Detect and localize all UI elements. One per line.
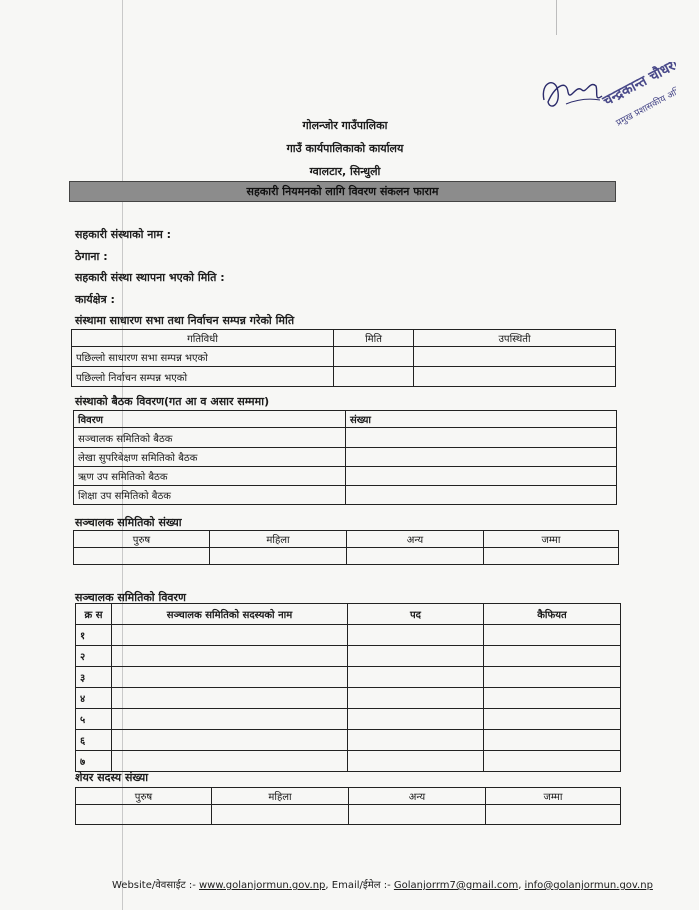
table-cell: ३ (76, 667, 112, 688)
table-cell: पछिल्लो निर्वाचन सम्पन्न भएको (72, 367, 334, 387)
office-address: ग्वालटार, सिन्धुली (309, 165, 381, 178)
section1-table (71, 329, 616, 387)
footer-contact (112, 877, 653, 891)
table-header-cell: जम्मा (486, 788, 621, 805)
table-header-row (74, 531, 619, 548)
table-header-cell: महिला (210, 531, 347, 548)
table-cell[interactable] (76, 805, 212, 825)
footer-separator: , (518, 880, 525, 891)
table-row (72, 367, 616, 387)
table-cell[interactable] (349, 805, 486, 825)
table-cell[interactable] (348, 730, 484, 751)
section5-title: शेयर सदस्य संख्या (75, 771, 149, 784)
table-cell: सञ्चालक समितिको बैठक (74, 428, 346, 448)
field-coop-name: सहकारी संस्थाको नाम : (75, 228, 172, 241)
table-cell: शिक्षा उप समितिको बैठक (74, 486, 346, 505)
section3-title: सञ्चालक समितिको संख्या (75, 516, 182, 529)
office-name: गाउँ कार्यपालिकाको कार्यालय (286, 142, 404, 155)
table-cell[interactable] (112, 688, 348, 709)
table-row (72, 347, 616, 367)
table-cell: ६ (76, 730, 112, 751)
table-header-row (76, 604, 621, 625)
table-cell: ५ (76, 709, 112, 730)
table-header-cell: महिला (212, 788, 349, 805)
table-cell[interactable] (112, 646, 348, 667)
table-row (76, 709, 621, 730)
field-address: ठेगाना : (75, 250, 108, 263)
table-cell[interactable] (348, 667, 484, 688)
table-cell[interactable] (112, 667, 348, 688)
table-row (74, 548, 619, 565)
table-header-cell: क्र स (76, 604, 112, 625)
table-row (76, 625, 621, 646)
table-cell[interactable] (346, 467, 617, 486)
section4-title: सञ्चालक समितिको विवरण (75, 591, 187, 604)
section3-table (73, 530, 619, 565)
table-cell[interactable] (484, 646, 621, 667)
table-header-row (72, 330, 616, 347)
table-row (76, 805, 621, 825)
table-cell: ७ (76, 751, 112, 772)
table-header-row (76, 788, 621, 805)
table-cell[interactable] (346, 448, 617, 467)
field-work-area: कार्यक्षेत्र : (75, 293, 115, 306)
table-cell[interactable] (346, 428, 617, 448)
footer-website-label: Website/वेवसाईट :- (112, 880, 199, 891)
table-row (74, 428, 617, 448)
footer-email-label: , Email/ईमेल :- (325, 880, 394, 891)
stamp-name-text: चन्द्रकान्त चौधरी (600, 62, 676, 110)
table-cell[interactable] (112, 730, 348, 751)
table-cell[interactable] (484, 751, 621, 772)
table-header-cell: विवरण (74, 411, 346, 428)
table-row (76, 667, 621, 688)
table-cell[interactable] (348, 751, 484, 772)
table-cell[interactable] (486, 805, 621, 825)
table-cell: ऋण उप समितिको बैठक (74, 467, 346, 486)
table-cell[interactable] (112, 625, 348, 646)
table-cell[interactable] (346, 486, 617, 505)
table-header-cell: पुरुष (76, 788, 212, 805)
table-header-cell: पुरुष (74, 531, 210, 548)
table-cell[interactable] (484, 667, 621, 688)
table-row (74, 448, 617, 467)
signature-icon (536, 62, 676, 142)
table-row (76, 730, 621, 751)
form-title-banner: सहकारी नियमनको लागि विवरण संकलन फाराम (69, 181, 616, 202)
section5-table (75, 787, 621, 825)
table-row (76, 688, 621, 709)
table-header-cell: अन्य (349, 788, 486, 805)
table-row (74, 467, 617, 486)
table-header-cell: मिति (334, 330, 414, 347)
table-cell[interactable] (74, 548, 210, 565)
table-cell[interactable] (484, 730, 621, 751)
section1-title: संस्थामा साधारण सभा तथा निर्वाचन सम्पन्न गरेको मिति (75, 314, 295, 327)
table-header-cell: संख्या (346, 411, 617, 428)
table-cell[interactable] (212, 805, 349, 825)
section2-table (73, 410, 617, 505)
table-header-cell: जम्मा (484, 531, 619, 548)
table-cell[interactable] (484, 709, 621, 730)
field-established-date: सहकारी संस्था स्थापना भएको मिति : (75, 271, 225, 284)
table-header-cell: कैफियत (484, 604, 621, 625)
table-cell[interactable] (112, 751, 348, 772)
table-cell: लेखा सुपरिबेक्षण समितिको बैठक (74, 448, 346, 467)
table-cell: १ (76, 625, 112, 646)
table-cell: ४ (76, 688, 112, 709)
section4-table (75, 603, 621, 772)
table-cell[interactable] (210, 548, 347, 565)
table-cell[interactable] (348, 625, 484, 646)
table-cell: पछिल्लो साधारण सभा सम्पन्न भएको (72, 347, 334, 367)
table-cell[interactable] (348, 646, 484, 667)
email-link-info[interactable]: info@golanjormun.gov.np (524, 880, 653, 891)
email-link-primary[interactable]: Golanjorrm7@gmail.com (393, 880, 519, 891)
municipality-name: गोलन्जोर गाउँपालिका (302, 119, 388, 132)
table-header-cell: गतिविधी (72, 330, 334, 347)
table-cell[interactable] (414, 347, 616, 367)
table-row (74, 486, 617, 505)
section2-title: संस्थाको बैठक विवरण(गत आ व असार सम्ममा) (75, 395, 270, 408)
fold-line (556, 0, 557, 35)
table-cell[interactable] (348, 688, 484, 709)
table-cell[interactable] (334, 347, 414, 367)
table-header-cell: पद (348, 604, 484, 625)
website-link[interactable]: www.golanjormun.gov.np (199, 880, 326, 891)
table-header-row (74, 411, 617, 428)
table-row (76, 646, 621, 667)
table-header-cell: सञ्चालक समितिको सदस्यको नाम (112, 604, 348, 625)
signature-stamp (536, 62, 676, 142)
table-row (76, 751, 621, 772)
table-cell[interactable] (484, 548, 619, 565)
table-cell[interactable] (347, 548, 484, 565)
table-header-cell: अन्य (347, 531, 484, 548)
table-cell[interactable] (112, 709, 348, 730)
stamp-title-text: प्रमुख प्रशासकीय अधिकृत (614, 80, 676, 129)
table-cell[interactable] (414, 367, 616, 387)
table-cell[interactable] (334, 367, 414, 387)
table-cell: २ (76, 646, 112, 667)
table-cell[interactable] (484, 625, 621, 646)
table-cell[interactable] (484, 688, 621, 709)
table-header-cell: उपस्थिती (414, 330, 616, 347)
table-cell[interactable] (348, 709, 484, 730)
